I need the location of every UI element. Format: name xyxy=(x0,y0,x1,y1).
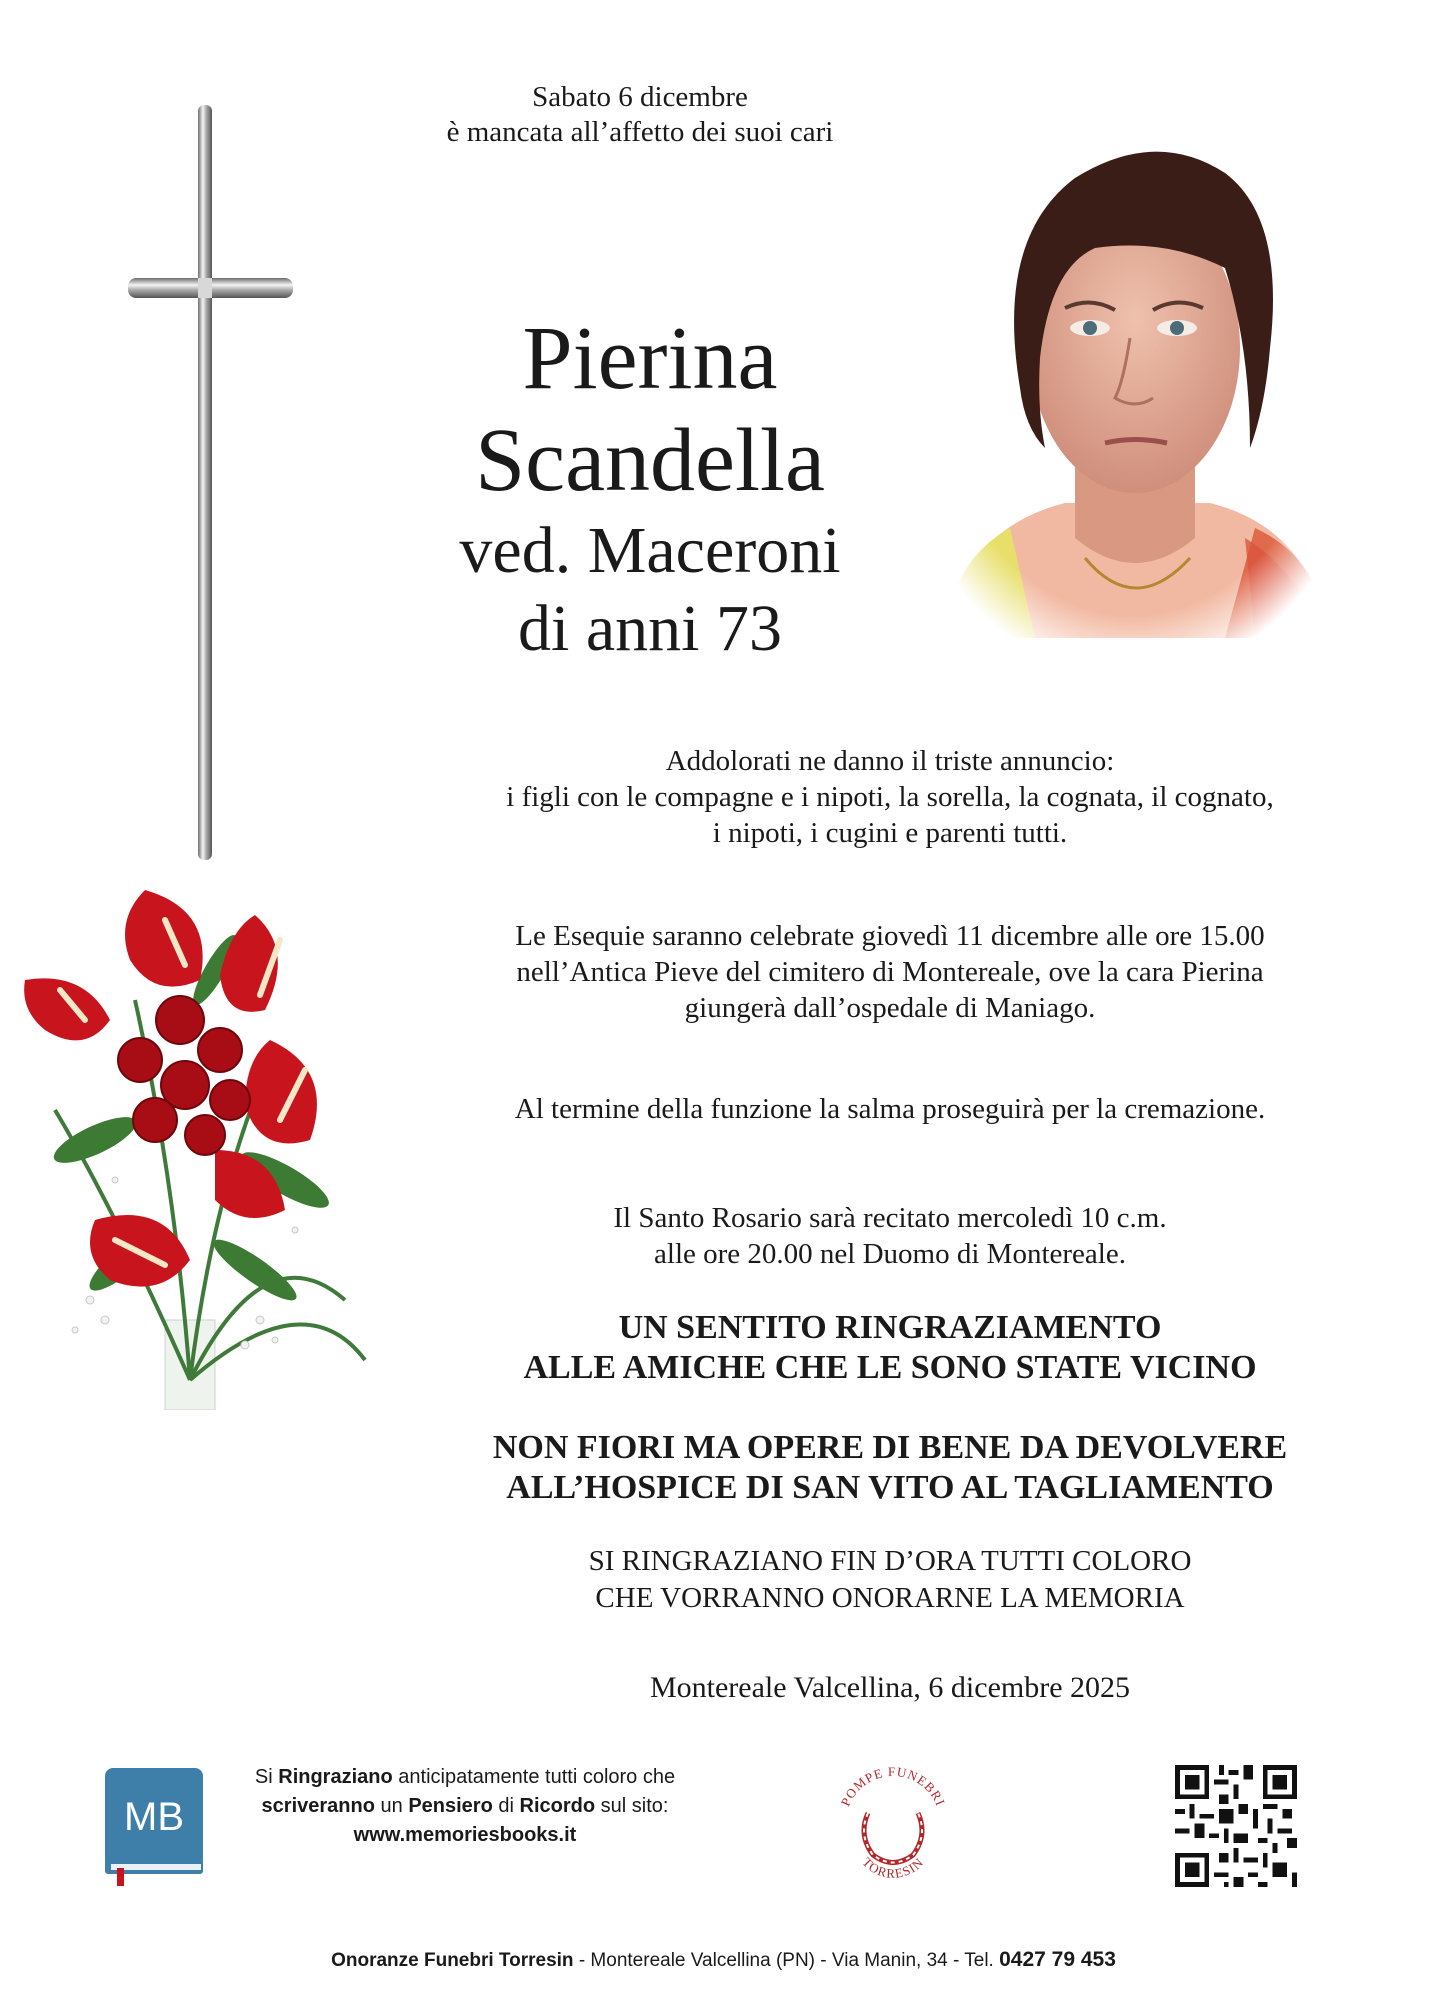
cremation-paragraph: Al termine della funzione la salma proseguirà per la cremazione. xyxy=(514,1093,1266,1125)
cross-icon xyxy=(118,100,308,870)
mb-line-2 xyxy=(210,1792,720,1821)
rosary-line: alle ore 20.00 nel Duomo di Montereale. xyxy=(654,1238,1126,1270)
logo-bottom-text: TORRESIN xyxy=(859,1854,927,1881)
funeral-line: Le Esequie saranno celebrate giovedì 11 dicembre alle ore 15.00 xyxy=(515,920,1265,952)
memoriesbooks-invitation xyxy=(210,1763,720,1850)
announcement-paragraph xyxy=(420,743,1360,851)
last-name: Scandella xyxy=(475,411,825,510)
funeral-line: giungerà dall’ospedale di Maniago. xyxy=(684,992,1096,1024)
thanks-all-line: CHE VORRANNO ONORARNE LA MEMORIA xyxy=(595,1582,1185,1614)
announcement-line: i figli con le compagne e i nipoti, la sorella, la cognata, il cognato, xyxy=(506,781,1274,813)
footer-company: Onoranze Funebri Torresin xyxy=(331,1950,574,1971)
memoriesbooks-logo-icon[interactable] xyxy=(103,1768,205,1886)
memoriesbooks-url-link[interactable]: www.memoriesbooks.it xyxy=(353,1824,577,1846)
funeral-line: nell’Antica Pieve del cimitero di Montereale, ove la cara Pierina xyxy=(516,956,1264,988)
intro-text xyxy=(330,80,950,150)
widow-of: ved. Maceroni xyxy=(459,514,841,587)
flower-bouquet-image xyxy=(15,880,390,1410)
no-flowers-line: ALL’HOSPICE DI SAN VITO AL TAGLIAMENTO xyxy=(506,1469,1274,1506)
svg-text:TORRESIN xyxy=(859,1854,926,1881)
footer-phone[interactable]: 0427 79 453 xyxy=(999,1948,1116,1971)
pompe-funebri-torresin-logo xyxy=(828,1755,958,1895)
mb-line-1 xyxy=(210,1763,720,1792)
mb-word: Si xyxy=(254,1766,273,1788)
portrait-photo xyxy=(925,118,1340,653)
mb-line-3 xyxy=(210,1821,720,1850)
age: di anni 73 xyxy=(518,592,782,665)
mb-word: Ringraziano xyxy=(278,1766,393,1788)
mb-word: di xyxy=(498,1795,514,1817)
mb-word: Pensiero xyxy=(408,1795,493,1817)
thanks-friends-line: ALLE AMICHE CHE LE SONO STATE VICINO xyxy=(523,1349,1257,1386)
rosary-paragraph xyxy=(420,1200,1360,1272)
no-flowers-line: NON FIORI MA OPERE DI BENE DA DEVOLVERE xyxy=(492,1429,1288,1466)
intro-date: Sabato 6 dicembre xyxy=(532,81,748,113)
first-name: Pierina xyxy=(522,309,778,408)
svg-text:POMPE FUNEBRI xyxy=(838,1764,949,1808)
thanks-friends-line: UN SENTITO RINGRAZIAMENTO xyxy=(618,1309,1162,1346)
no-flowers-notice xyxy=(420,1428,1360,1508)
place-date: Montereale Valcellina, 6 dicembre 2025 xyxy=(649,1671,1131,1704)
thanks-friends xyxy=(420,1308,1360,1388)
thanks-all-line: SI RINGRAZIANO FIN D’ORA TUTTI COLORO xyxy=(588,1545,1192,1577)
footer-address: - Montereale Valcellina (PN) - Via Manin, 34 - Tel. xyxy=(573,1950,1000,1971)
qr-code[interactable] xyxy=(1175,1765,1297,1887)
intro-missing: è mancata all’affetto dei suoi cari xyxy=(446,116,834,148)
deceased-name-block xyxy=(410,308,890,668)
announcement-line: i nipoti, i cugini e parenti tutti. xyxy=(712,817,1068,849)
rosary-line: Il Santo Rosario sarà recitato mercoledì 10 c.m. xyxy=(613,1202,1167,1234)
mb-word: sul sito: xyxy=(600,1795,669,1817)
mb-logo-text: MB xyxy=(124,1795,184,1839)
thanks-all xyxy=(420,1543,1360,1617)
footer-contact xyxy=(0,1948,1447,1972)
announcement-line: Addolorati ne danno il triste annuncio: xyxy=(665,745,1115,777)
mb-word: scriveranno xyxy=(261,1795,375,1817)
funeral-paragraph xyxy=(420,918,1360,1026)
mb-word: un xyxy=(380,1795,403,1817)
logo-top-text: POMPE FUNEBRI xyxy=(837,1763,949,1809)
mb-word: anticipatamente tutti coloro che xyxy=(398,1766,676,1788)
mb-word: Ricordo xyxy=(519,1795,596,1817)
